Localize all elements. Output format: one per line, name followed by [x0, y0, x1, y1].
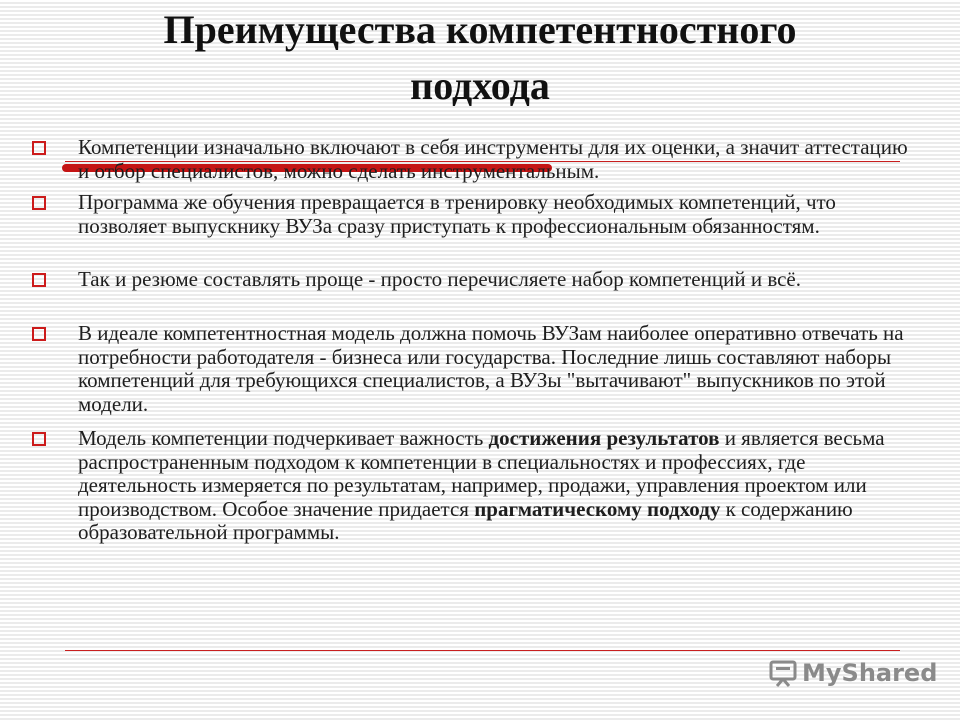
bold-phrase-pragmatic: прагматическому подходу	[474, 496, 721, 521]
list-item	[28, 191, 928, 238]
bullet-text-part-1: Модель компетенции подчеркивает важность	[78, 426, 489, 450]
title-line-1: Преимущества компетентностного	[163, 7, 797, 52]
presentation-board-icon	[768, 658, 798, 688]
list-item	[28, 136, 928, 183]
bullet-text-part-2: и является весьма распространенным подходом к компетенции в специальностях и профессиях, где деятельность измеряется по результатам, например, продажи, управления проектом или производством. Особое значение придается	[78, 426, 885, 521]
square-bullet-icon	[32, 273, 46, 287]
square-bullet-icon	[32, 432, 46, 446]
bullet-text-part-3: к содержанию образовательной программы.	[78, 496, 853, 544]
bullet-text: В идеале компетентностная модель должна помочь ВУЗам наиболее оперативно отвечать на потребности работодателя - бизнеса или государства. Последние лишь составляют наборы компетенций для требующихся специалистов, а ВУЗы "вытачивают" выпускников по этой модели.	[78, 321, 904, 416]
title-line-2: подхода	[410, 63, 550, 108]
watermark-text: MyShared	[802, 659, 938, 687]
square-bullet-icon	[32, 141, 46, 155]
list-item	[28, 268, 928, 292]
bottom-divider-line	[65, 650, 900, 651]
bullet-text: Компетенции изначально включают в себя инструменты для их оценки, а значит аттестацию и отбор специалистов, можно сделать инструментальным.	[78, 135, 908, 183]
list-item	[28, 322, 928, 416]
list-item	[28, 427, 928, 545]
bullet-text: Так и резюме составлять проще - просто перечисляете набор компетенций и всё.	[78, 267, 802, 291]
square-bullet-icon	[32, 196, 46, 210]
watermark	[768, 656, 937, 690]
bullet-text: Программа же обучения превращается в тренировку необходимых компетенций, что позволяет выпускнику ВУЗа сразу приступать к профессиональным обязанностям.	[78, 190, 836, 238]
bullet-text	[78, 427, 923, 545]
square-bullet-icon	[32, 327, 46, 341]
bold-phrase-results: достижения результатов	[488, 426, 720, 450]
